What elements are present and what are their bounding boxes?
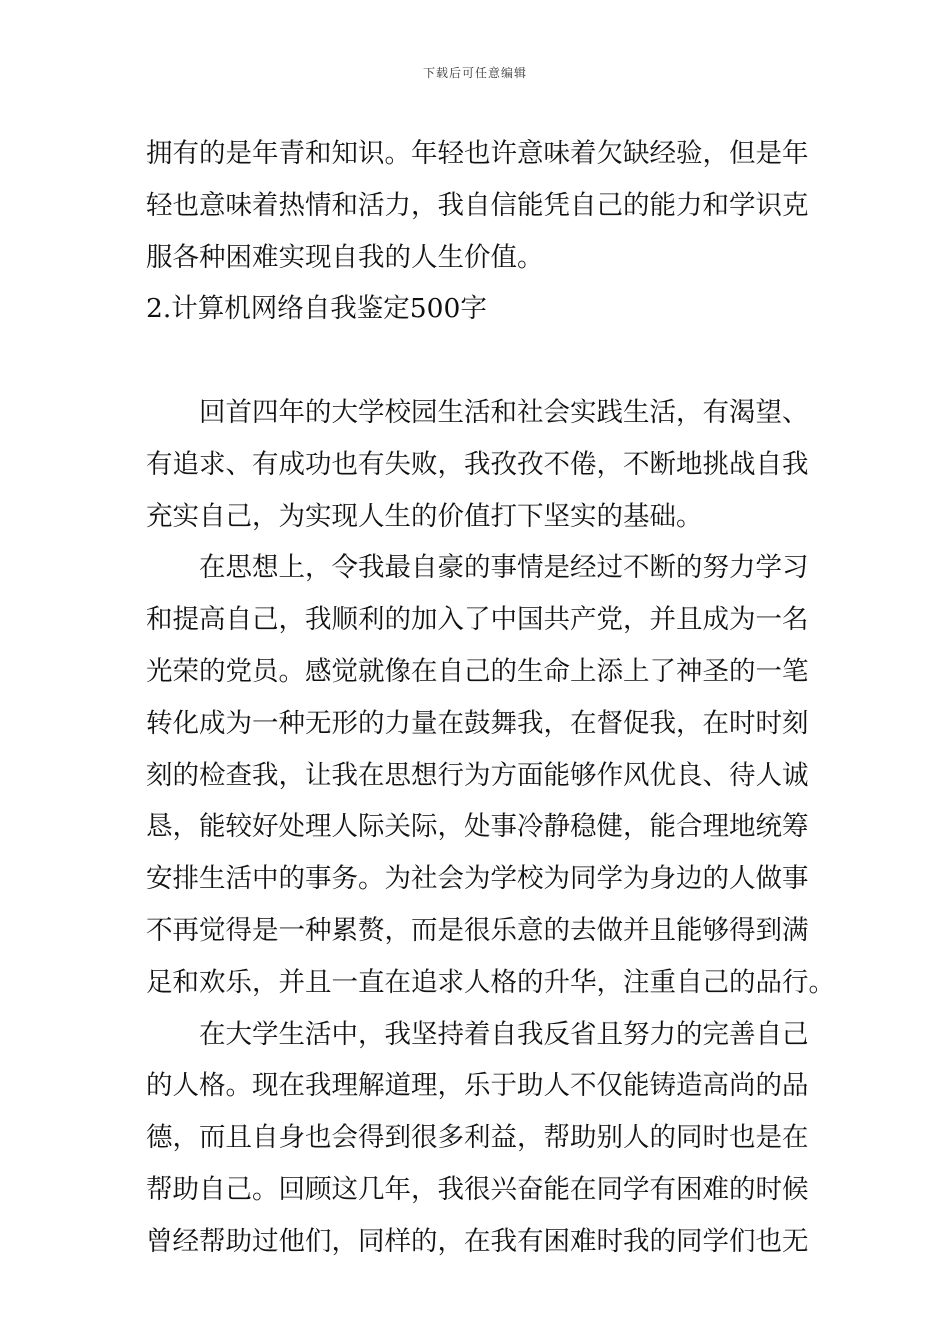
paragraph-intro [146, 387, 809, 542]
text-line: 回首四年的大学校园生活和社会实践生活，有渴望、 [199, 396, 809, 428]
text-line: 在大学生活中，我坚持着自我反省且努力的完善自己 [199, 1018, 809, 1050]
text-line: 安排生活中的事务。为社会为学校为同学为身边的人做事 [146, 863, 809, 895]
text-line: 的人格。现在我理解道理，乐于助人不仅能铸造高尚的品 [146, 1070, 809, 1102]
page-header: 下载后可任意编辑 [422, 66, 527, 80]
text-line: 不再觉得是一种累赘，而是很乐意的去做并且能够得到满 [146, 914, 809, 946]
text-line: 充实自己，为实现人生的价值打下坚实的基础。 [146, 500, 703, 532]
text-line: 光荣的党员。感觉就像在自己的生命上添上了神圣的一笔 [146, 655, 809, 687]
text-line: 刻的检查我，让我在思想行为方面能够作风优良、待人诚 [146, 759, 809, 791]
text-line: 在思想上，令我最自豪的事情是经过不断的努力学习 [199, 552, 809, 584]
section-heading: 2.计算机网络自我鉴定500字 [146, 293, 487, 325]
text-line: 转化成为一种无形的力量在鼓舞我，在督促我，在时时刻 [146, 707, 809, 739]
paragraph-thought [146, 542, 835, 1008]
text-line: 恳，能较好处理人际关际，处事冷静稳健，能合理地统筹 [146, 811, 809, 843]
text-line: 和提高自己，我顺利的加入了中国共产党，并且成为一名 [146, 604, 809, 636]
paragraph-college-life [146, 1009, 809, 1268]
text-line: 曾经帮助过他们，同样的，在我有困难时我的同学们也无 [146, 1225, 809, 1257]
text-line: 足和欢乐，并且一直在追求人格的升华，注重自己的品行。 [146, 966, 835, 998]
document-body [146, 128, 835, 1268]
text-line: 德，而且自身也会得到很多利益，帮助别人的同时也是在 [146, 1122, 809, 1154]
paragraph-continuation [146, 128, 809, 283]
text-line: 服各种困难实现自我的人生价值。 [146, 241, 544, 273]
blank-line [146, 335, 806, 387]
text-line: 帮助自己。回顾这几年，我很兴奋能在同学有困难的时候 [146, 1173, 809, 1205]
text-line: 有追求、有成功也有失败，我孜孜不倦，不断地挑战自我 [146, 448, 809, 480]
text-line: 拥有的是年青和知识。年轻也许意味着欠缺经验，但是年 [146, 138, 809, 169]
text-line: 轻也意味着热情和活力，我自信能凭自己的能力和学识克 [146, 189, 809, 221]
